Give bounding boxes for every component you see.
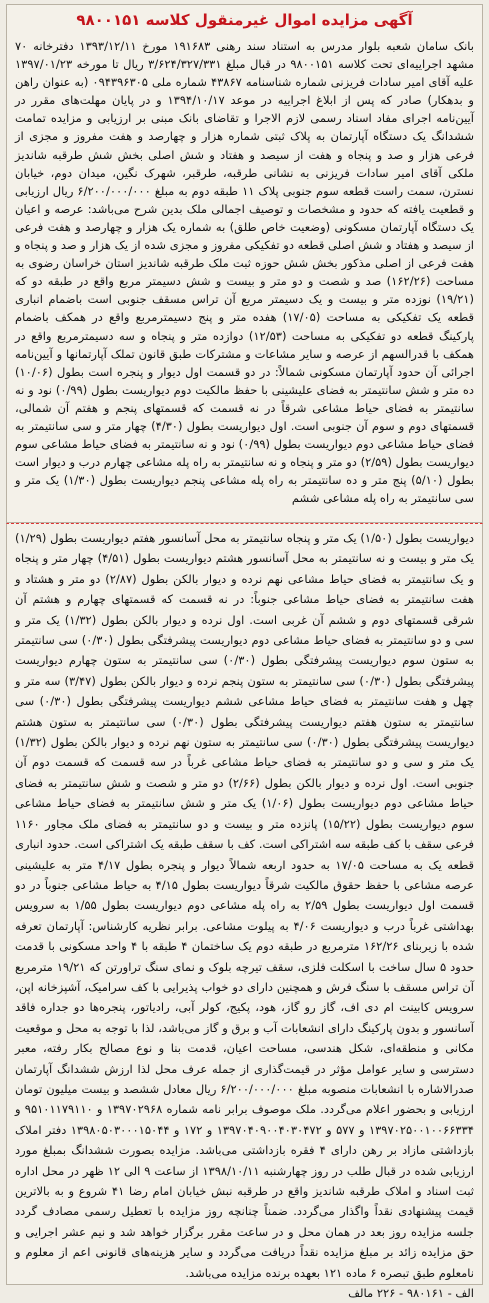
notice-body-part-two: دیواریست بطول (۱/۵۰) یک متر و پنجاه سانتیمتر به محل آسانسور هفتم دیواریست بطول (۱/۲۹) یک متر و بیست و نه سانتیمتر به محل آسانسور هشتم دیواریست بطول (۴/۵۱) چهار متر و پنجاه و یک سانتیمتر به فضای حیاط مشاعی نهم نرده و دیوار بالکن بطول (۲/۸۷) دو متر و هشتاد و هفت سانتیمتر به فضای حیاط مشاعی جنوباً: در نه قسمت که قسمتهای چهارم و هشتم آن شرقی قسمتهای دوم و ششم آن غربی است. اول نرده و دیوار بالکن بطول (۱/۳۲) یک متر و سی و دو سانتیمتر به فضای حیاط مشاعی دوم دیواریست پیشرفتگی بطول (۰/۳۰) سی سانتیمتر به ستون سوم دیواریست پیشرفتگی بطول (۰/۳۰) سی سانتیمتر به ستون چهارم دیواریست پیشرفتگی بطول (۰/۳۰) سی سانتیمتر به ستون پنجم نرده و دیوار بالکن بطول (۳/۴۷) سه متر و چهل و هفت سانتیمتر به فضای حیاط مشاعی ششم دیواریست پیشرفتگی بطول (۰/۳۰) سی سانتیمتر به ستون هفتم دیواریست پیشرفتگی بطول (۰/۳۰) سی سانتیمتر به ستون هشتم دیواریست پیشرفتگی بطول (۰/۳۰) سی سانتیمتر به ستون نهم نرده و دیوار بالکن بطول (۱/۳۲) یک متر و سی و دو سانتیمتر به فضای حیاط مشاعی غرباً در سه قسمت که قسمت دوم آن جنوبی است. اول نرده و دیوار بالکن بطول (۲/۶۶) دو متر و شصت و شش سانتیمتر به فضای حیاط مشاعی دوم دیواریست بطول (۱/۰۶) یک متر و شش سانتیمتر به فضای حیاط مشاعی سوم دیواریست بطول (۱۵/۲۲) پانزده متر و بیست و دو سانتیمتر به فضای ملک مجاور ۱۱۶۰ فرعی سقف با کف طبقه سه اشتراکی است. کف با سقف طبقه یک اشتراکی است. حدود انباری قطعه یک به مساحت ۱۷/۰۵ به حدود اربعه شمالاً دیوار و پنجره بطول ۴/۱۷ متر به علیشینی عرصه مشاعی با حفظ حقوق مالکیت شرقاً دیواریست بطول ۴/۱۵ به حیاط مشاعی جنوباً در دو قسمت اول دیواریست بطول ۲/۵۹ به راه پله مشاعی دوم دیواریست بطول ۱/۵۵ به سرویس بهداشتی غرباً درب و دیواریست ۴/۰۶ به پیلوت مشاعی. برابر نظریه کارشناس: آپارتمان تعرفه شده با زیربنای ۱۶۲/۲۶ مترمربع در طبقه دوم یک ساختمان ۴ طبقه با ۴ واحد مسکونی با قدمت حدود ۵ سال ساخت با اسکلت فلزی، سقف تیرچه بلوک و نمای سنگ تراورتن که ۱۹/۲۱ مترمربع آن تراس مسقف با سنگ فرش و همچنین دارای دو خواب پذیرایی با کف سرامیک، آشپزخانه اپن، سرویس کابینت ام دی اف، گاز رو گاز، هود، پکیج، کولر آبی، رادیاتور، پنجره‌ها دو جداره فاقد آسانسور و بدون پارکینگ دارای انشعابات آب و برق و گاز می‌باشد، لذا با توجه به محل و موقعیت مکانی و منطقه‌ای، شکل هندسی، مساحت اعیان، قدمت بنا و نوع مصالح بکار رفته، معبر دسترسی و سایر عوامل مؤثر در قیمت‌گذاری از جمله عرف محل لذا ارزش ششدانگ آپارتمان صدرالاشاره با انشعابات منصوبه مبلغ ۶/۲۰۰/۰۰۰/۰۰۰ ریال معادل ششصد و بیست میلیون تومان ارزیابی و بحضور اعلام می‌گردد. ملک موصوف برابر نامه شماره ۱۳۹۷۰۲۹۶۸ و ۹۵۱۰۱۱۷۹۱۱۰ و ۱۳۹۷۰۲۵۰۰۱۰۰۶۶۳۳۴ و ۵۷۷ و ۱۳۹۷۰۴۰۹۰۰۴۰۳۰۴۷۲ و ۱۷۲ و ۱۳۹۸۰۵۰۳۰۰۰۱۵۰۴۴ دفتر املاک بازداشتی مازاد بر رهن دارای ۴ فقره بازداشتی می‌باشد. مزایده بصورت ششدانگ بمبلغ مورد ارزیابی شده در قبال طلب در روز چهارشنبه ۱۳۹۸/۱۰/۱۱ از ساعت ۹ الی ۱۲ ظهر در محل اداره ثبت اسناد و املاک طرقبه شاندیز واقع در طرقبه نبش خیابان امام رضا ۴۱ شروع و به بالاترین قیمت پیشنهادی نقداً واگذار می‌گردد. ضمناً چنانچه روز مزایده با تعطیل رسمی مصادف گردد جلسه مزایده روز بعد در همان محل و در ساعت مقرر برگزار خواهد شد و نیم عشر اجرایی و حق مزایده زائد بر مبلغ مزایده نقداً دریافت می‌گردد و سایر هزینه‌های قانونی اعم از معلوم و نامعلوم طبق تبصره ۶ ماده ۱۲۱ بعهده برنده مزایده می‌باشد. (15, 531, 475, 1280)
notice-body-part-one: بانک سامان شعبه بلوار مدرس به استناد سند رهنی ۱۹۱۶۸۳ مورخ ۱۳۹۳/۱۲/۱۱ دفترخانه ۷۰ مشهد اجراییه‌ای تحت کلاسه ۹۸۰۰۱۵۱ در قبال مبلغ ۳/۶۲۴/۳۲۷/۳۳۱ ریال تا مورخه ۱۳۹۷/۰۱/۲۳ علیه آقای امیر سادات فریزنی شماره شناسنامه ۴۳۸۶۷ شماره ملی ۰۹۴۳۹۶۳۰۵ (به عنوان راهن و بدهکار) صادر که پس از ابلاغ اجراییه در موعد ۱۳۹۴/۱۰/۱۷ و در پایان مهلت‌های مقرر در آیین‌نامه اجرای مفاد اسناد رسمی لازم الاجرا و تقاضای بانک مبنی بر ارزیابی و مزایده تمامت ششدانگ یک دستگاه آپارتمان به پلاک ثبتی شماره هزار و چهارصد و هفت مفروز و مجزی از فرعی هزار و صد و پنجاه و هفت از سیصد و هفتاد و شش اصلی بخش شش طرقبه شاندیز ملکی آقای امیر سادات فریزنی به نشانی طرقبه، طرقبر، شهرک نگین، میدان دوم، خیابان نسترن، سمت راست قطعه سوم جنوبی پلاک ۱۱ طبقه دوم به مبلغ ۶/۲۰۰/۰۰۰/۰۰۰ ریال ارزیابی و قطعیت یافته که حدود و مشخصات و توصیف اجمالی ملک بدین شرح می‌باشد: عرصه و اعیان یک دستگاه آپارتمان مسکونی (وضعیت خاص طلق) به شماره یک هزار و چهارصد و هفت فرعی از سیصد و هفتاد و شش اصلی قطعه دو تفکیکی مفروز و مجزی شده از یک هزار و صد و پنجاه و هفت فرعی از اصلی مذکور بخش شش حوزه ثبت ملک طرقبه شاندیز استان خراسان رضوی به مساحت (۱۶۲/۲۶) صد و شصت و دو متر و بیست و شش دسیمتر مربع واقع در طبقه دو که (۱۹/۲۱) نوزده متر و بیست و یک دسیمتر مربع آن تراس مسقف جنوبی است باضمام انباری قطعه یک تفکیکی به مساحت (۱۷/۰۵) هفده متر و پنج دسیمترمربع واقع در همکف باضمام پارکینگ قطعه دو تفکیکی به مساحت (۱۲/۵۳) دوازده متر و پنجاه و سه دسیمترمربع واقع در همکف با قدرالسهم از عرصه و سایر مشاعات و مشترکات طبق قانون تملک آپارتمانها و آیین‌نامه اجرائی آن حدود آپارتمان مسکونی شمالاً: در دو قسمت اول دیوار و پنجره است بطول (۱۰/۰۶) ده متر و شش سانتیمتر به فضای علیشینی با حفظ مالکیت دوم دیواریست بطول (۰/۹۹) نود و نه سانتیمتر به فضای حیاط مشاعی شرقاً در نه قسمت که قسمتهای پنجم و هفتم آن شمالی، قسمتهای دوم و سوم آن جنوبی است. اول دیواریست بطول (۴/۳۰) چهار متر و سی سانتیمتر به فضای حیاط مشاعی دوم دیواریست بطول (۰/۹۹) نود و نه سانتیمتر به فضای حیاط مشاعی سوم دیواریست بطول (۲/۵۹) دو متر و پنجاه و نه سانتیمتر به راه پله مشاعی چهارم درب و دیوار است بطول (۵/۱۰) پنج متر و ده سانتیمتر به راه پله مشاعی پنجم دیواریست بطول (۱/۳۰) یک متر و سی سانتیمتر به راه پله مشاعی ششم (15, 39, 475, 506)
notice-title: آگهی مزایده اموال غیرمنقول کلاسه ۹۸۰۰۱۵۱ (76, 11, 413, 29)
notice-part-two (6, 523, 483, 1301)
notice-part-one (6, 4, 483, 523)
notice-reference-code: الف - ۹۸۰۱۶۱ - ۲۲۶ مالف (348, 1286, 474, 1301)
